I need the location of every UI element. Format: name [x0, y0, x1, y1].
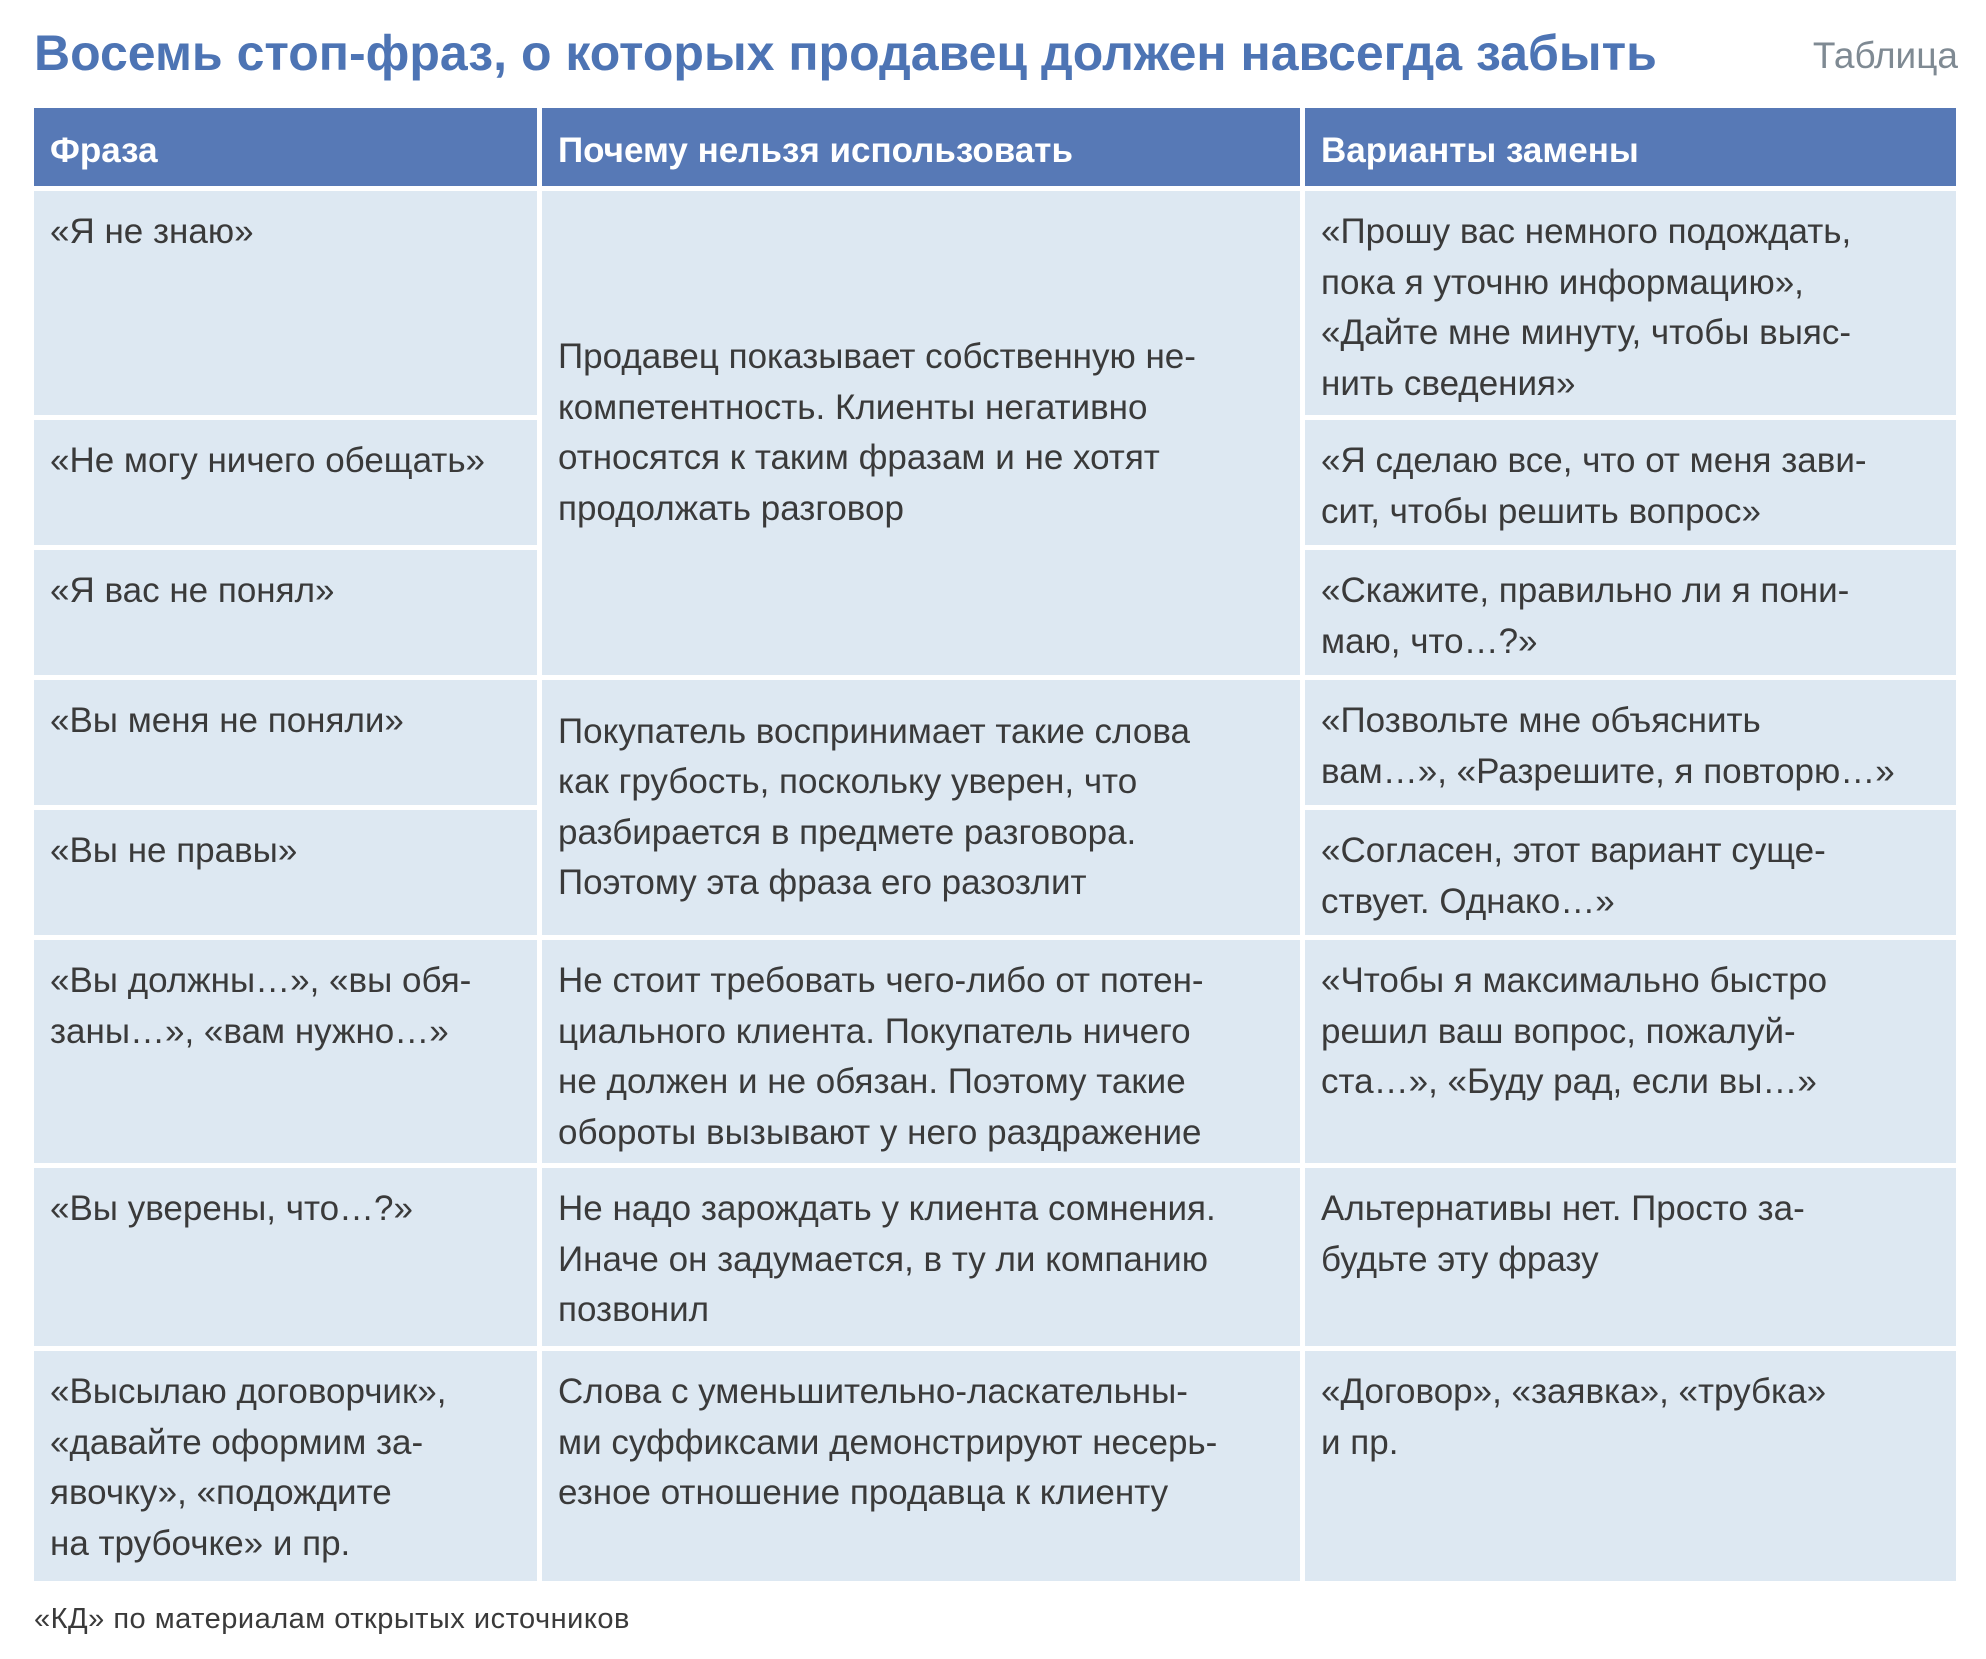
phrase-cell — [34, 940, 542, 1168]
phrase-line: заны…», «вам нужно…» — [50, 1011, 449, 1051]
reason-cell — [542, 680, 1305, 940]
reason-line: компетентность. Клиенты негативно — [558, 387, 1148, 427]
reason-line: ми суффиксами демонстрируют несерь- — [558, 1422, 1218, 1462]
phrase-line: «Не могу ничего обещать» — [50, 441, 486, 480]
phrase-cell — [34, 1168, 542, 1351]
phrase-cell — [34, 1351, 542, 1581]
replacement-line: ста…», «Буду рад, если вы…» — [1321, 1062, 1817, 1101]
replacement-cell — [1305, 680, 1956, 810]
reason-cell — [542, 1168, 1305, 1351]
reason-line: продолжать разговор — [558, 488, 904, 528]
phrase-line: «Вы не правы» — [50, 831, 298, 870]
replacement-line: «Скажите, правильно ли я пони- — [1321, 571, 1850, 610]
reason-line: езное отношение продавца к клиенту — [558, 1473, 1169, 1512]
reason-line: циального клиента. Покупатель ничего — [558, 1011, 1191, 1051]
column-header-replacement: Варианты замены — [1305, 108, 1956, 191]
replacement-line: сит, чтобы решить вопрос» — [1321, 491, 1761, 531]
reason-line: разбирается в предмете разговора. — [558, 812, 1137, 852]
replacement-line: Альтернативы нет. Просто за- — [1321, 1189, 1805, 1228]
reason-line: Продавец показывает собственную не- — [558, 337, 1196, 376]
phrase-line: «Я не знаю» — [50, 212, 254, 251]
replacement-cell — [1305, 420, 1956, 550]
replacement-cell — [1305, 1351, 1956, 1581]
replacement-line: пока я уточню информацию», — [1321, 262, 1804, 302]
reason-line: Покупатель воспринимает такие слова — [558, 711, 1190, 751]
replacement-line: «Позвольте мне объяснить — [1321, 701, 1761, 740]
phrase-line: «Высылаю договорчик», — [50, 1372, 447, 1411]
replacement-line: будьте эту фразу — [1321, 1239, 1599, 1279]
replacement-line: маю, что…?» — [1321, 621, 1538, 661]
phrase-cell — [34, 191, 542, 420]
reason-line: Поэтому эта фраза его разозлит — [558, 863, 1087, 902]
replacement-line: «Договор», «заявка», «трубка» — [1321, 1372, 1827, 1411]
replacement-line: «Чтобы я максимально быстро — [1321, 961, 1828, 1000]
phrase-line: «Я вас не понял» — [50, 571, 335, 610]
reason-line: обороты вызывают у него раздражение — [558, 1112, 1202, 1152]
replacement-cell — [1305, 1168, 1956, 1351]
column-header-phrase: Фраза — [34, 108, 542, 191]
replacement-line: «Прошу вас немного подождать, — [1321, 212, 1852, 251]
reason-cell — [542, 940, 1305, 1168]
phrase-line: на трубочке» и пр. — [50, 1523, 351, 1563]
reason-line: Иначе он задумается, в ту ли компанию — [558, 1239, 1208, 1279]
column-header-reason: Почему нельзя использовать — [542, 108, 1305, 191]
replacement-line: и пр. — [1321, 1422, 1399, 1462]
phrase-cell — [34, 550, 542, 680]
reason-line: Слова с уменьшительно-ласкательны- — [558, 1372, 1188, 1411]
reason-line: Не стоит требовать чего-либо от потен- — [558, 961, 1204, 1000]
phrase-line: «Вы меня не поняли» — [50, 701, 404, 740]
reason-cell — [542, 191, 1305, 680]
replacement-line: решил ваш вопрос, пожалуй- — [1321, 1011, 1796, 1051]
replacement-line: «Я сделаю все, что от меня зави- — [1321, 441, 1867, 480]
replacement-cell — [1305, 940, 1956, 1168]
reason-line: не должен и не обязан. Поэтому такие — [558, 1062, 1186, 1101]
reason-line: позвонил — [558, 1290, 710, 1329]
reason-cell — [542, 1351, 1305, 1581]
replacement-cell — [1305, 550, 1956, 680]
reason-line: Не надо зарождать у клиента сомнения. — [558, 1189, 1216, 1228]
replacement-line: нить сведения» — [1321, 363, 1576, 403]
stop-phrases-table — [34, 108, 1956, 1581]
reason-line: как грубость, поскольку уверен, что — [558, 762, 1138, 801]
replacement-cell — [1305, 810, 1956, 940]
phrase-cell — [34, 420, 542, 550]
replacement-line: вам…», «Разрешите, я повторю…» — [1321, 751, 1895, 791]
phrase-line: «Вы должны…», «вы обя- — [50, 961, 472, 1000]
reason-line: относятся к таким фразам и не хотят — [558, 438, 1160, 477]
source-note: «КД» по материалам открытых источников — [34, 1603, 630, 1635]
phrase-cell — [34, 680, 542, 810]
phrase-line: «Вы уверены, что…?» — [50, 1189, 413, 1228]
table-label: Таблица — [1812, 35, 1958, 76]
phrase-line: «давайте оформим за- — [50, 1422, 424, 1462]
replacement-cell — [1305, 191, 1956, 420]
phrase-cell — [34, 810, 542, 940]
replacement-line: «Дайте мне минуту, чтобы выяс- — [1321, 313, 1852, 352]
phrase-line: явочку», «подождите — [50, 1473, 392, 1512]
replacement-line: ствует. Однако…» — [1321, 881, 1615, 921]
table-title: Восемь стоп-фраз, о которых продавец должен навсегда забыть — [34, 25, 1657, 81]
replacement-line: «Согласен, этот вариант суще- — [1321, 831, 1826, 870]
